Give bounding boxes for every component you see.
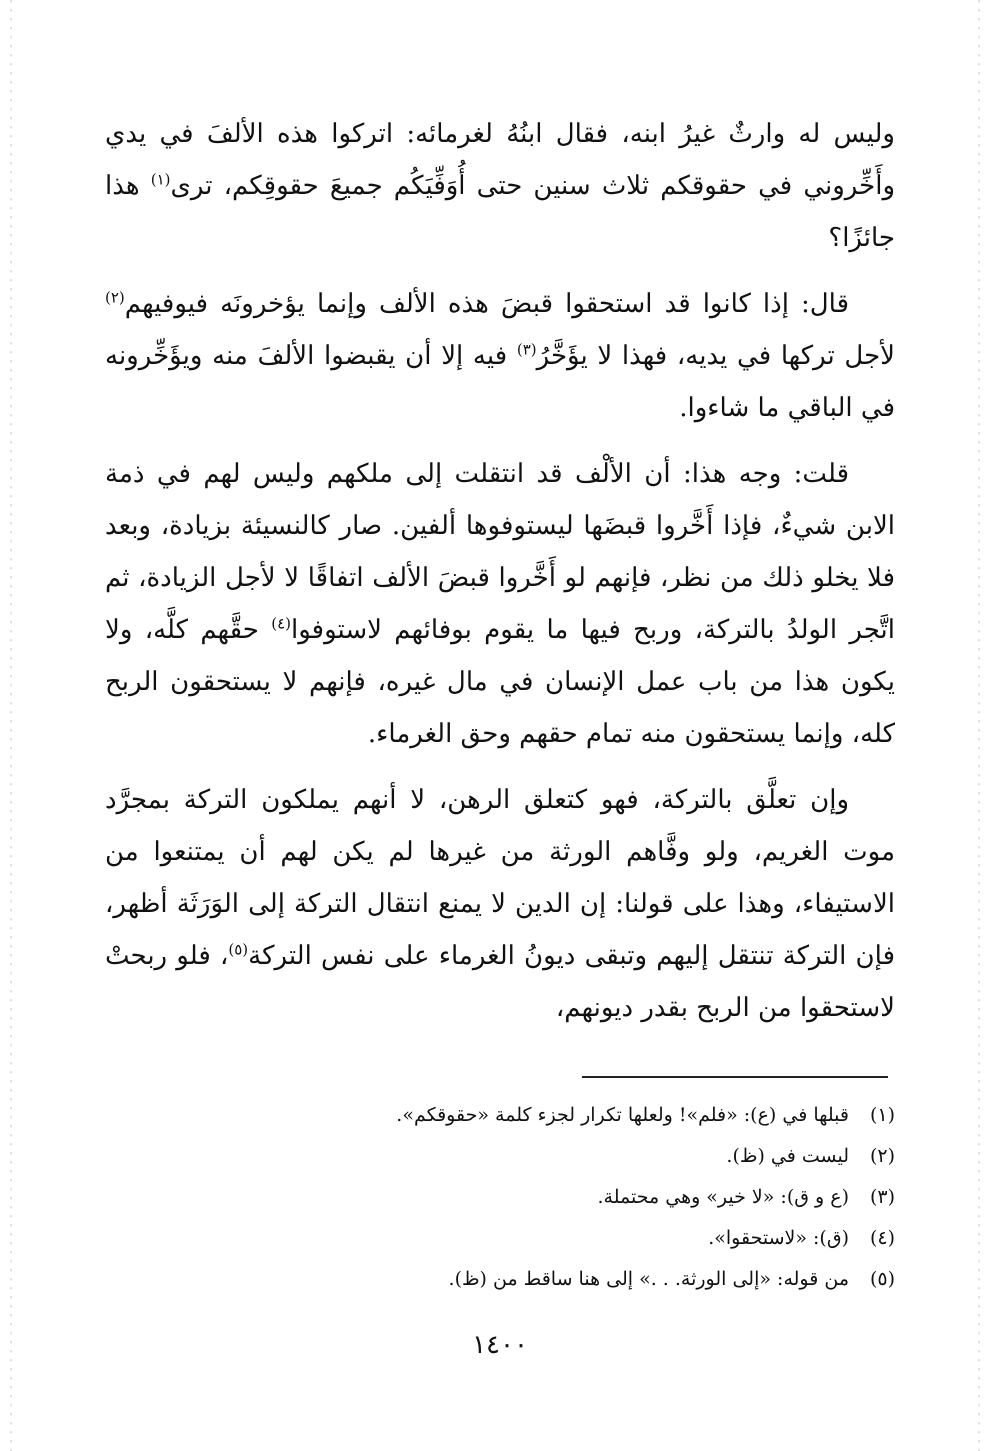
footnote-reference: (٣) (516, 340, 537, 359)
footnote-separator (582, 1076, 888, 1078)
footnote-reference: (٤) (271, 614, 291, 633)
page-number: ١٤٠٠ (472, 1330, 528, 1360)
paragraph-text-segment: قلت: وجه هذا: أن الألْف قد انتقلت إلى ملكهم وليس لهم في ذمة الابن شيءٌ، فإذا أَخَّروا قبضَها ليستوفوها ألفين. صار كالنسيئة بزيادة، وبعد فلا يخلو ذلك من نظر، فإنهم لو أَخَّروا قبضَ الألف اتفاقًا لا لأجل الزيادة، ثم اتَّجر الولدُ بالتركة، وربح فيها ما يقوم بوفائهم لاستوفوا (105, 459, 895, 645)
scan-edge-left (10, 0, 12, 1451)
footnote-5 (105, 1259, 895, 1300)
paragraph-2 (105, 278, 895, 434)
scan-edge-right (978, 0, 980, 1451)
paragraph-1 (105, 108, 895, 264)
footnote-4 (105, 1218, 895, 1259)
footnote-2 (105, 1136, 895, 1177)
footnote-text: ليست في (ظ). (726, 1145, 849, 1167)
paragraph-text-segment: حقَّهم كلَّه، ولا يكون هذا من باب عمل الإنسان في مال غيره، فإنهم لا يستحقون الربح كله، وإنما يستحقون منه تمام حقهم وحق الغرماء. (105, 615, 895, 749)
main-text-body (105, 108, 895, 1048)
footnote-text: (ق): «لاستحقوا». (708, 1227, 849, 1249)
footnote-number: (٤) (869, 1227, 895, 1249)
paragraph-text-segment: فيه إلا أن يقبضوا الألفَ منه ويؤَخِّرونه في الباقي ما شاءوا. (105, 341, 895, 423)
paragraph-text-segment: لأجل تركها في يديه، فهذا لا يؤَخَّرُ (536, 341, 895, 371)
footnote-number: (٥) (869, 1268, 895, 1290)
footnote-reference: (١) (150, 170, 171, 189)
footnote-number: (٢) (869, 1145, 895, 1167)
footnote-text: (ع و ق): «لا خير» وهي محتملة. (597, 1186, 849, 1208)
footnote-number: (٣) (869, 1186, 895, 1208)
paragraph-4 (105, 774, 895, 1034)
footnote-reference: (٢) (105, 288, 125, 307)
paragraph-text-segment: وليس له وارثٌ غيرُ ابنه، فقال ابنُهُ لغرمائه: اتركوا هذه الألفَ في يدي وأَخِّروني في حقوقكم ثلاث سنين حتى أُوَفِّيَكُم جميعَ حقوقِكم، ترى (105, 119, 895, 201)
footnote-text: قبلها في (ع): «فلم»! ولعلها تكرار لجزء كلمة «حقوقكم». (396, 1104, 849, 1126)
paragraph-text-segment: ، فلو ربحتْ لاستحقوا من الربح بقدر ديونهم، (105, 941, 895, 1023)
footnote-1 (105, 1095, 895, 1136)
paragraph-text-segment: وإن تعلَّق بالتركة، فهو كتعلق الرهن، لا أنهم يملكون التركة بمجرَّد موت الغريم، ولو وفَّاهم الورثة من غيرها لم يكن لهم أن يمتنعوا من الاستيفاء، وهذا على قولنا: إن الدين لا يمنع انتقال التركة إلى الوَرَثَة أظهر، فإن التركة تنتقل إليهم وتبقى ديونُ الغرماء على نفس التركة (105, 785, 896, 971)
footnote-text: من قوله: «إلى الورثة. . .» إلى هنا ساقط من (ظ). (448, 1268, 849, 1290)
footnote-3 (105, 1177, 895, 1218)
footnotes-section (105, 1095, 895, 1300)
paragraph-3 (105, 448, 895, 760)
paragraph-text-segment: قال: إذا كانوا قد استحقوا قبضَ هذه الألف وإنما يؤخرونَه فيوفيهم (124, 289, 849, 319)
paragraph-text-segment: هذا جائزًا؟ (105, 171, 895, 253)
footnote-number: (١) (869, 1104, 895, 1126)
footnote-reference: (٥) (228, 940, 249, 959)
